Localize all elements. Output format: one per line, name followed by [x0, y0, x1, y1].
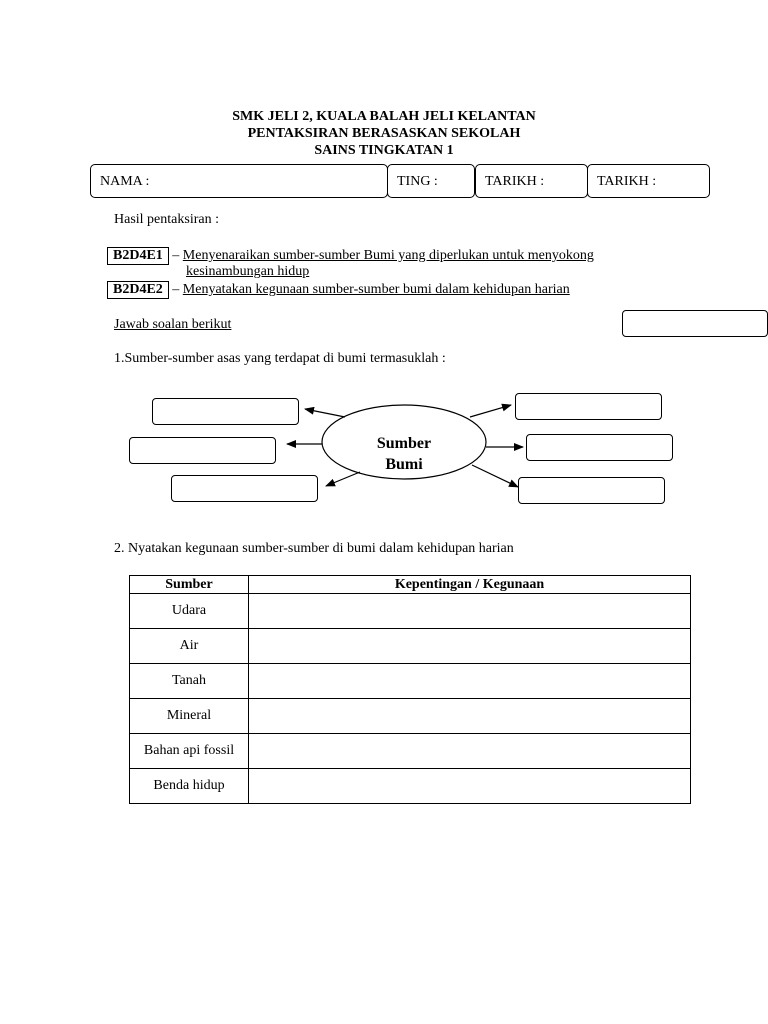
answer-box-bottom-right[interactable] — [518, 477, 665, 504]
outcome-text-2: Menyatakan kegunaan sumber-sumber bumi dalam kehidupan harian — [182, 282, 570, 297]
center-label-line2: Bumi — [385, 456, 423, 473]
source-cell: Benda hidup — [130, 769, 249, 804]
answer-cell[interactable] — [249, 734, 691, 769]
arrow-top-left — [305, 409, 345, 417]
assessment-title: PENTAKSIRAN BERASASKAN SEKOLAH — [247, 126, 521, 141]
header-sumber: Sumber — [130, 576, 249, 594]
table-row — [130, 699, 691, 734]
answer-box-top-left[interactable] — [152, 398, 299, 425]
arrow-bottom-right — [472, 465, 518, 487]
table-row — [130, 734, 691, 769]
table-row — [130, 594, 691, 629]
question-1: 1.Sumber-sumber asas yang terdapat di bumi termasuklah : — [114, 351, 446, 366]
answer-box-mid-right[interactable] — [526, 434, 673, 461]
outcome-dash-2: – — [172, 282, 180, 297]
table-header-row — [130, 576, 691, 594]
uses-table — [129, 575, 691, 804]
table-row — [130, 664, 691, 699]
subject-title: SAINS TINGKATAN 1 — [314, 143, 454, 158]
outcome-text-1: Menyenaraikan sumber-sumber Bumi yang diperlukan untuk menyokong — [182, 248, 594, 263]
arrow-bottom-left — [326, 472, 360, 486]
hasil-label: Hasil pentaksiran : — [114, 212, 219, 227]
outcome-text-1-cont: kesinambungan hidup — [186, 264, 310, 279]
table-row — [130, 629, 691, 664]
instruction: Jawab soalan berikut — [114, 317, 232, 332]
school-name: SMK JELI 2, KUALA BALAH JELI KELANTAN — [232, 109, 536, 124]
answer-box-mid-left[interactable] — [129, 437, 276, 464]
source-cell: Bahan api fossil — [130, 734, 249, 769]
source-cell: Tanah — [130, 664, 249, 699]
answer-cell[interactable] — [249, 699, 691, 734]
ting-label: TING : — [397, 174, 438, 189]
question-2: 2. Nyatakan kegunaan sumber-sumber di bumi dalam kehidupan harian — [114, 541, 514, 556]
tarikh-label-1: TARIKH : — [485, 174, 545, 189]
arrow-top-right — [470, 405, 511, 417]
tarikh-label-2: TARIKH : — [597, 174, 657, 189]
answer-cell[interactable] — [249, 664, 691, 699]
nama-label: NAMA : — [100, 174, 150, 189]
answer-box-bottom-left[interactable] — [171, 475, 318, 502]
outcome-code-2: B2D4E2 — [107, 281, 169, 299]
center-label-line1: Sumber — [376, 435, 432, 452]
answer-cell[interactable] — [249, 629, 691, 664]
source-cell: Udara — [130, 594, 249, 629]
outcome-code-1: B2D4E1 — [107, 247, 169, 265]
answer-cell[interactable] — [249, 594, 691, 629]
answer-cell[interactable] — [249, 769, 691, 804]
header-kegunaan: Kepentingan / Kegunaan — [249, 576, 691, 594]
answer-box-top-right[interactable] — [515, 393, 662, 420]
source-cell: Mineral — [130, 699, 249, 734]
table-row — [130, 769, 691, 804]
outcome-dash-1: – — [172, 248, 180, 263]
source-cell: Air — [130, 629, 249, 664]
